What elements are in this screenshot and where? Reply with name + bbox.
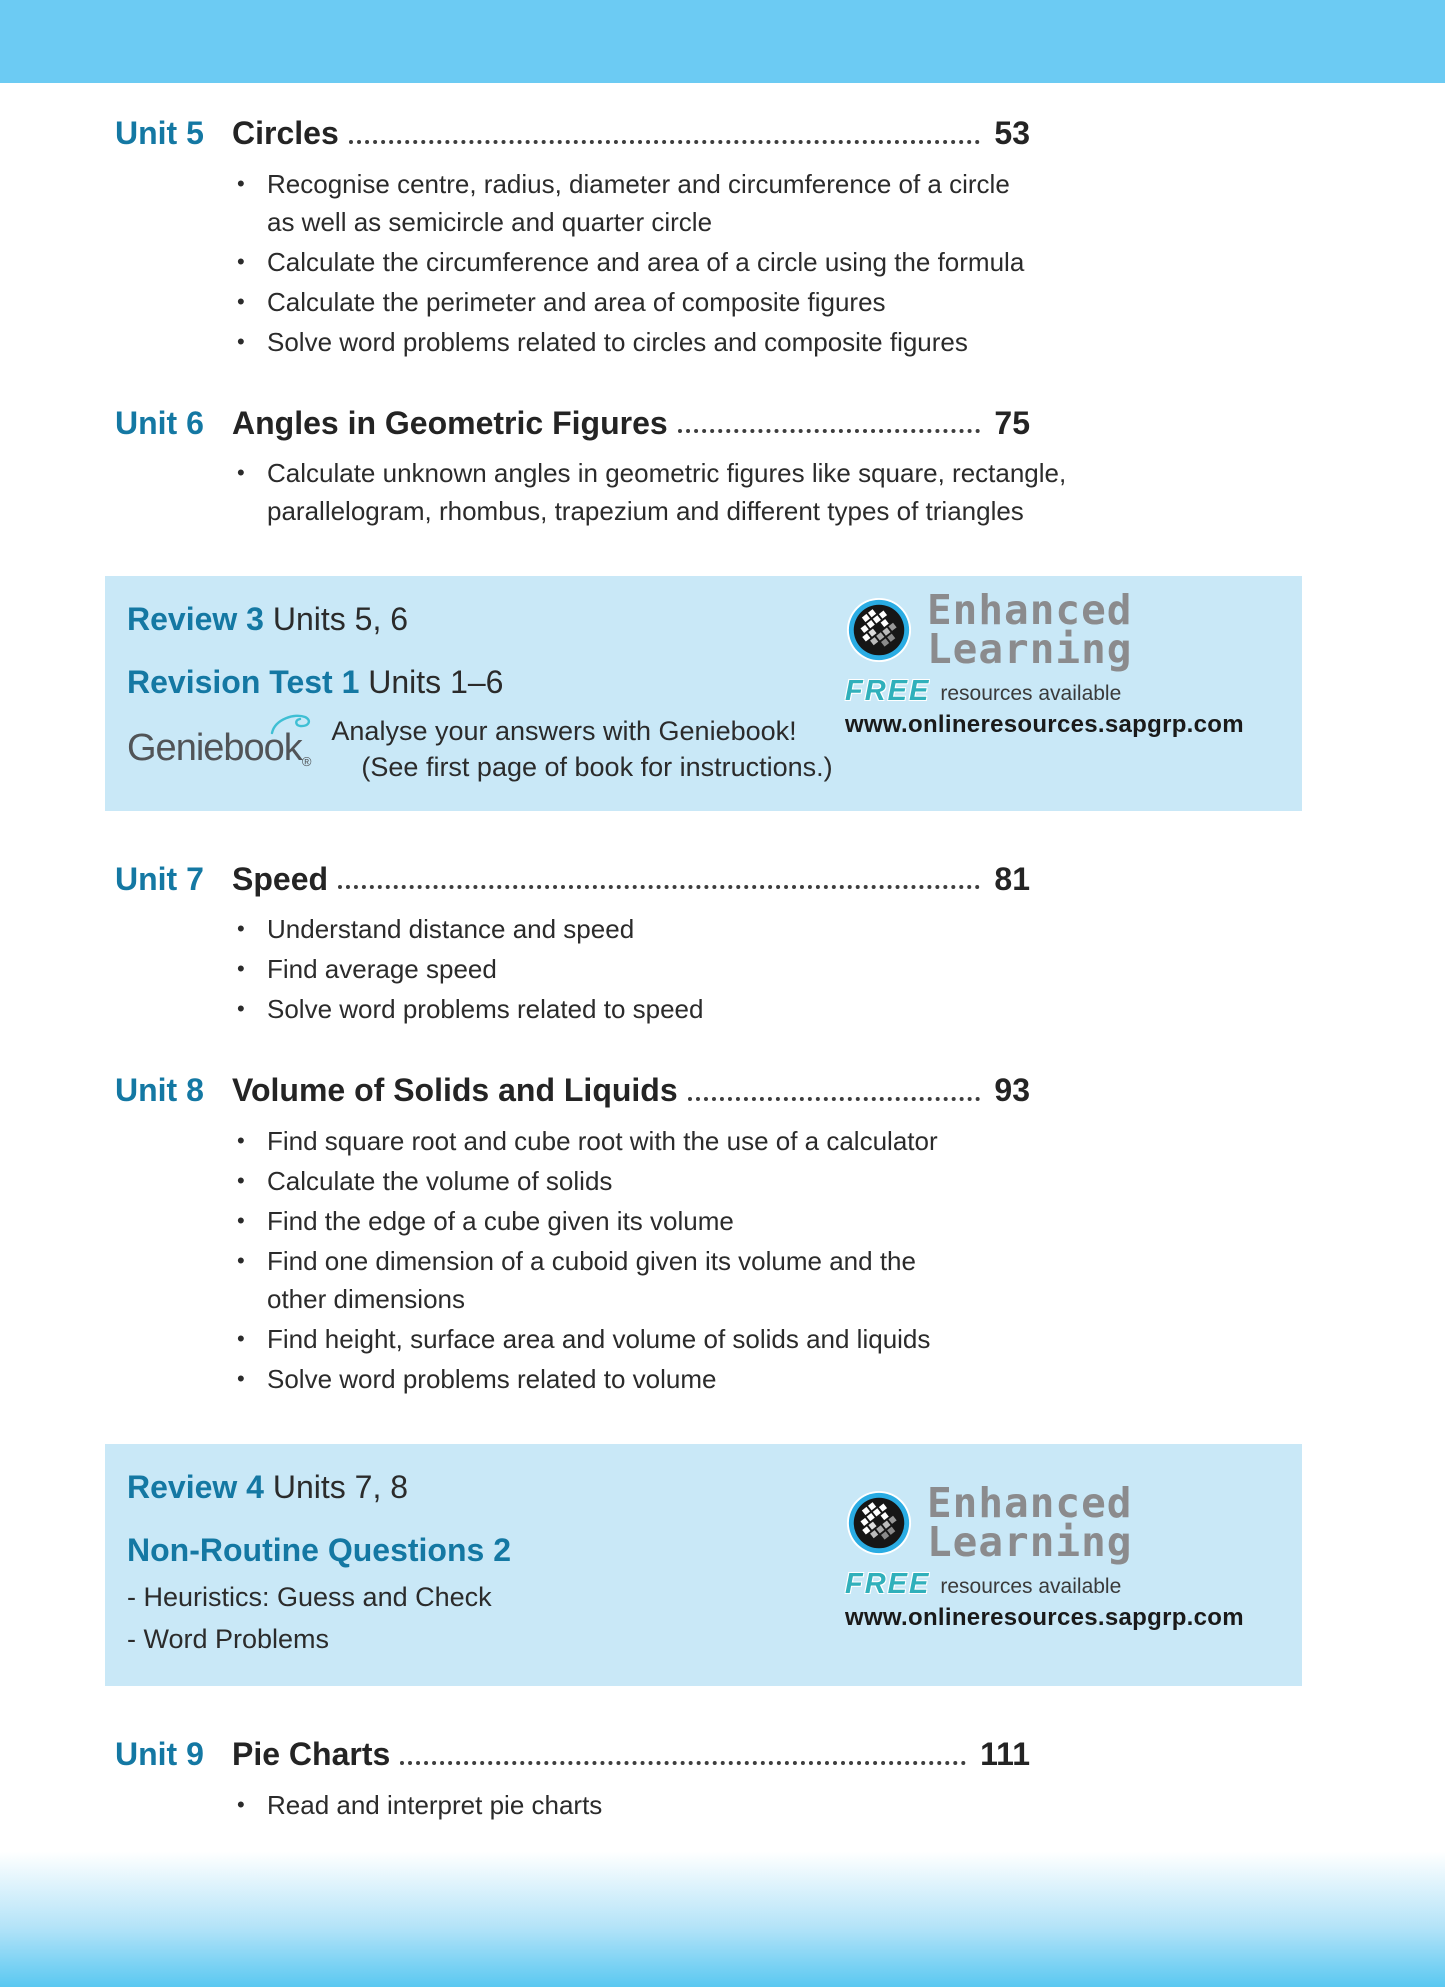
free-badge: FREE (845, 675, 931, 708)
registered-mark: ® (301, 753, 312, 769)
geniebook-caption-line2: (See first page of book for instructions.) (361, 751, 833, 782)
toc-unit-7 (115, 860, 1445, 1031)
unit-title: Circles (232, 115, 339, 151)
enhanced-learning-icon (845, 1489, 913, 1557)
enhanced-learning-block (845, 586, 1245, 739)
geniebook-caption-line1: Analyse your answers with Geniebook! (331, 715, 797, 746)
toc-content (0, 83, 1445, 1826)
unit-title-row (232, 1074, 1030, 1108)
bullet-icon: • (237, 1167, 245, 1193)
unit-title: Angles in Geometric Figures (232, 404, 668, 441)
unit-title-row (232, 117, 1030, 151)
toc-unit-6 (115, 404, 1445, 533)
unit-objectives-list (232, 1122, 1030, 1398)
page-number: 93 (994, 1072, 1030, 1109)
unit-label: Unit 5 (115, 115, 204, 151)
enhanced-learning-wordmark: Enhanced Learning (927, 586, 1133, 674)
word-problems-line: - Word Problems (127, 1624, 330, 1655)
list-item: • Solve word problems related to speed (232, 990, 1030, 1028)
unit-title: Speed (232, 860, 329, 897)
bullet-icon: • (237, 460, 245, 486)
list-item: • Solve word problems related to volume (232, 1360, 1030, 1398)
bullet-icon: • (237, 1127, 245, 1153)
unit-label: Unit 7 (115, 860, 204, 897)
list-item: • Calculate the volume of solids (232, 1162, 1030, 1200)
free-badge: FREE (845, 1567, 931, 1600)
review-box-4 (105, 1444, 1302, 1686)
free-resources-text: resources available (940, 1574, 1122, 1598)
unit-title: Pie Charts (232, 1736, 391, 1773)
list-item: • Solve word problems related to circles and composite figures (232, 323, 1030, 361)
dot-leader (338, 885, 980, 889)
bullet-icon: • (237, 1207, 245, 1233)
bottom-band (0, 1852, 1445, 1987)
bullet-icon: • (237, 288, 245, 314)
bullet-icon: • (237, 1365, 245, 1391)
non-routine-heading: Non-Routine Questions 2 (127, 1531, 511, 1568)
unit-title-row (232, 404, 1030, 441)
review-heading-units: Units 5, 6 (272, 601, 409, 638)
list-item: • Find one dimension of a cuboid given its volume and the other dimensions (232, 1242, 1030, 1318)
revision-test-units: Units 1–6 (368, 664, 504, 701)
dot-leader (349, 140, 981, 144)
geniebook-logo (127, 726, 312, 769)
resources-url: www.onlineresources.sapgrp.com (845, 1603, 1244, 1631)
resources-url: www.onlineresources.sapgrp.com (845, 711, 1244, 739)
dot-leader (400, 1761, 966, 1765)
list-item: • Find height, surface area and volume of solids and liquids (232, 1320, 1030, 1358)
toc-unit-5 (115, 117, 1445, 363)
enhanced-learning-icon (845, 596, 913, 664)
unit-objectives-list (232, 910, 1030, 1028)
top-band (0, 0, 1445, 83)
list-item: • Find square root and cube root with the use of a calculator (232, 1122, 1030, 1160)
bullet-icon: • (237, 1791, 245, 1817)
unit-title: Volume of Solids and Liquids (232, 1072, 678, 1109)
page-number: 75 (994, 404, 1030, 441)
bullet-icon: • (237, 1325, 245, 1351)
unit-objectives-list (232, 454, 1067, 530)
unit-label: Unit 8 (115, 1072, 204, 1109)
unit-label: Unit 9 (115, 1736, 204, 1773)
bullet-icon: • (237, 996, 245, 1022)
review-box-3 (105, 576, 1302, 810)
bullet-icon: • (237, 248, 245, 274)
list-item: • Calculate unknown angles in geometric figures like square, rectangle, parallelogram, rhombus, trapezium and different types of triangles (232, 454, 1030, 530)
geniebook-wordmark: Geniebook (127, 726, 302, 769)
dot-leader (678, 429, 981, 433)
enhanced-learning-block (845, 1478, 1245, 1632)
bullet-icon: • (237, 916, 245, 942)
unit-label: Unit 6 (115, 404, 204, 441)
unit-title-row (232, 1738, 1030, 1772)
bullet-icon: • (237, 1247, 245, 1273)
free-resources-text: resources available (940, 682, 1122, 706)
toc-unit-9 (115, 1738, 1445, 1826)
toc-unit-8 (115, 1074, 1445, 1400)
unit-objectives-list (232, 165, 1030, 361)
list-item: • Calculate the circumference and area of a circle using the formula (232, 243, 1030, 281)
geniebook-swirl-icon (269, 711, 315, 737)
bullet-icon: • (237, 170, 245, 196)
page-number: 111 (980, 1736, 1030, 1773)
revision-test-heading: Revision Test 1 (127, 664, 360, 701)
review-heading: Review 4 (127, 1468, 264, 1505)
page-number: 81 (994, 860, 1030, 897)
list-item: • Read and interpret pie charts (232, 1786, 1030, 1824)
list-item: • Understand distance and speed (232, 910, 1030, 948)
enhanced-learning-wordmark: Enhanced Learning (927, 1478, 1133, 1566)
list-item: • Recognise centre, radius, diameter and circumference of a circle as well as semicircle and quarter circle (232, 165, 1030, 241)
list-item: • Find average speed (232, 950, 1030, 988)
dot-leader (688, 1097, 981, 1101)
heuristics-line: - Heuristics: Guess and Check (127, 1582, 492, 1613)
list-item: • Find the edge of a cube given its volume (232, 1202, 1030, 1240)
unit-title-row (232, 860, 1030, 897)
unit-objectives-list (232, 1786, 1030, 1824)
review-heading: Review 3 (127, 601, 264, 638)
bullet-icon: • (237, 956, 245, 982)
page-number: 53 (994, 115, 1030, 151)
list-item: • Calculate the perimeter and area of composite figures (232, 283, 1030, 321)
bullet-icon: • (237, 328, 245, 354)
review-heading-units: Units 7, 8 (272, 1468, 409, 1505)
